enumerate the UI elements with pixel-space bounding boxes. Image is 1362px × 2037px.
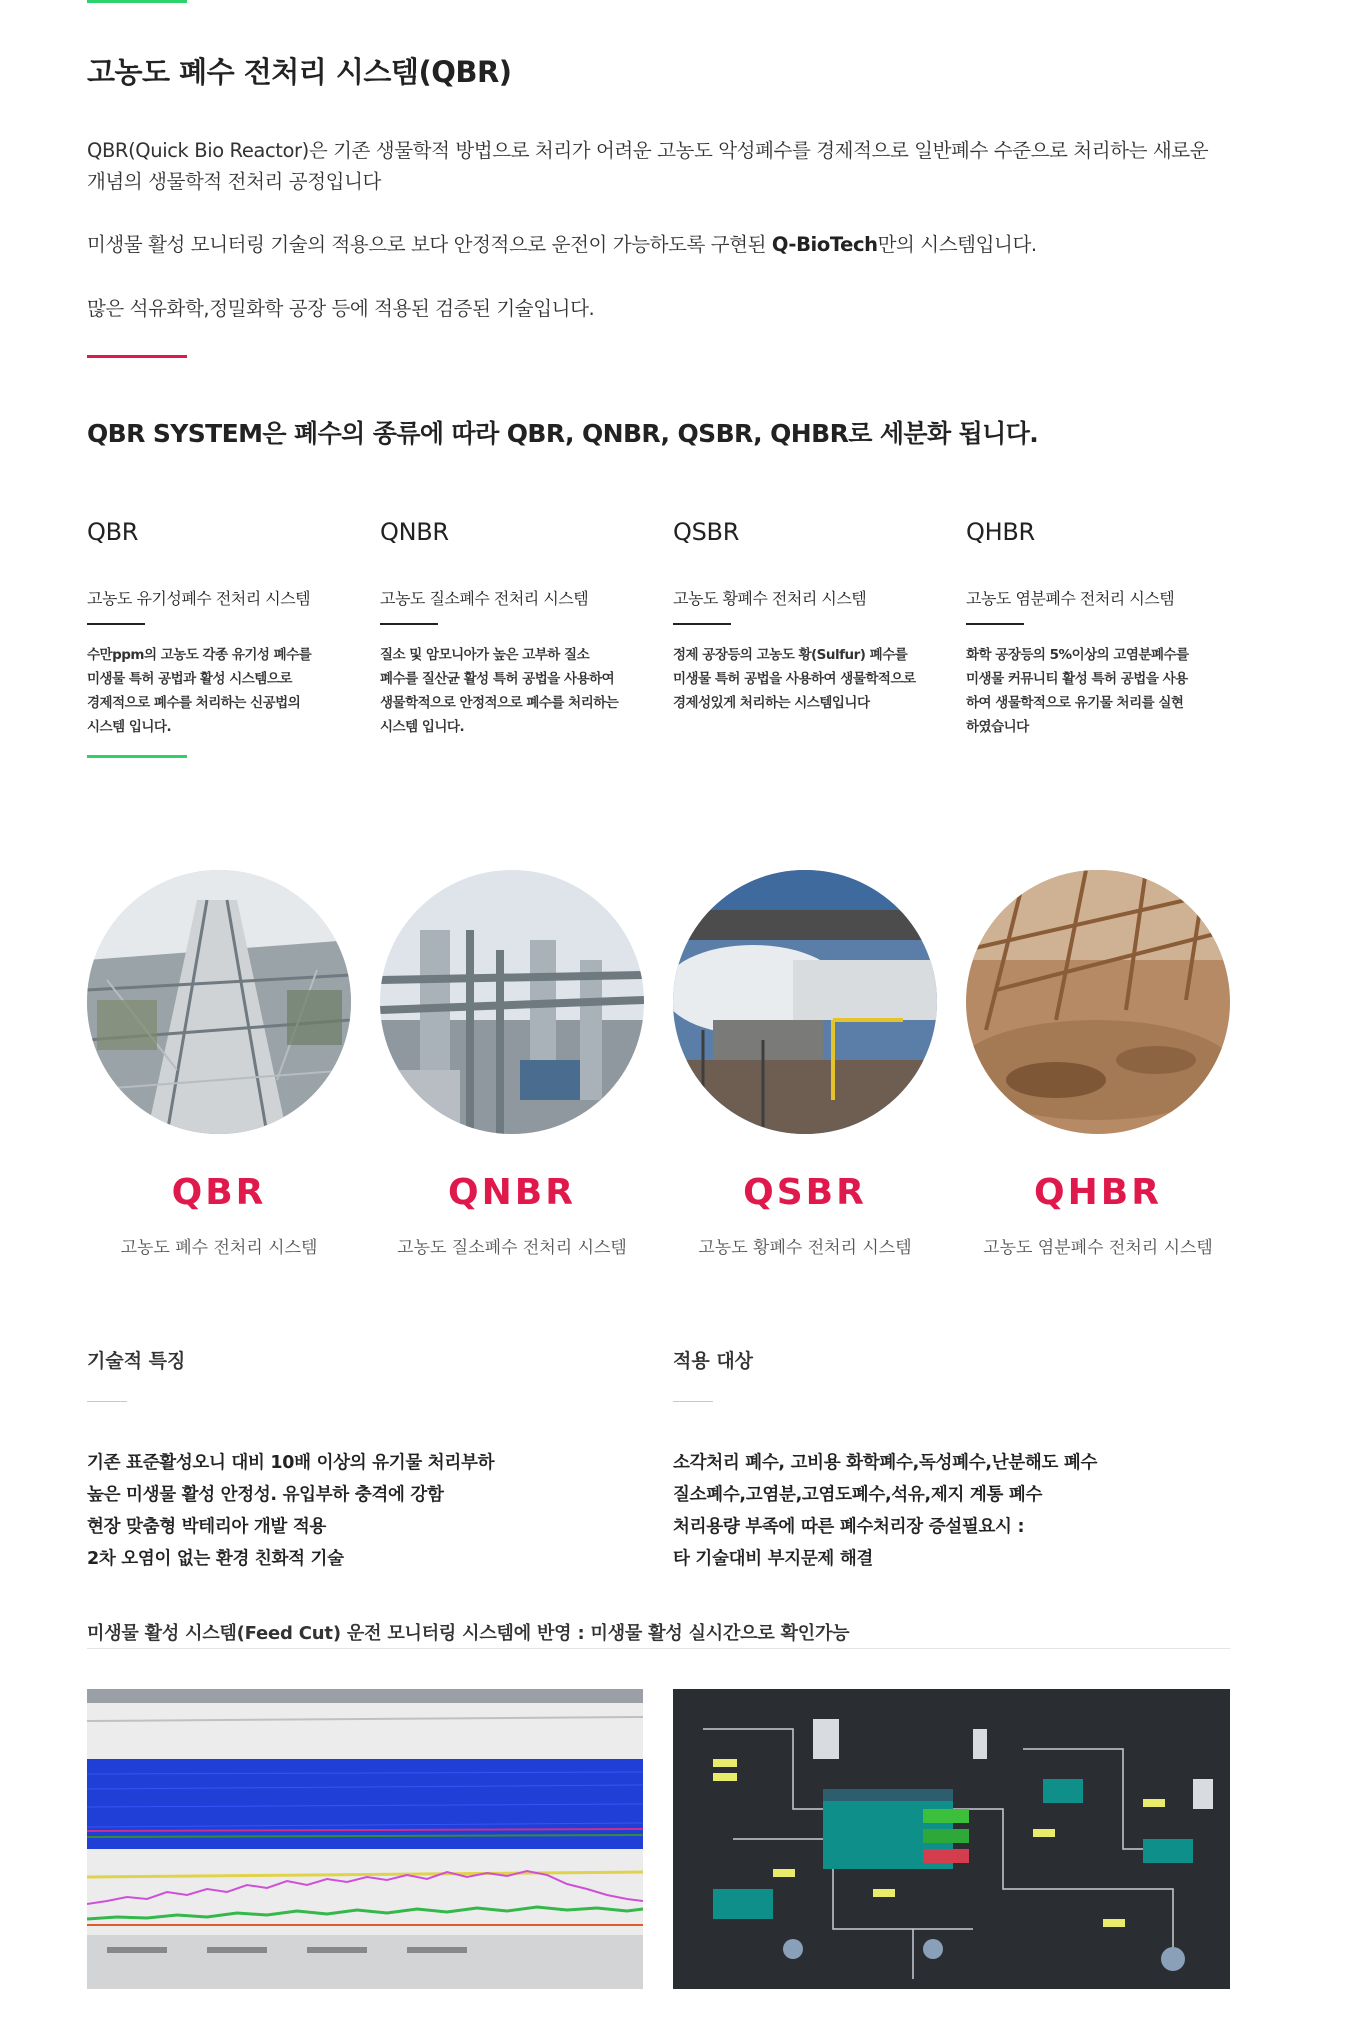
- features-divider: [87, 1401, 127, 1402]
- system-subtitle: 고농도 유기성폐수 전처리 시스템: [87, 589, 311, 608]
- system-heading: QBR SYSTEM은 폐수의 종류에 따라 QBR, QNBR, QSBR, QHBR로 세분화 됩니다.: [87, 419, 1039, 448]
- list-item: 기존 표준활성오니 대비 10배 이상의 유기물 처리부하: [87, 1453, 495, 1473]
- card-title-qnbr: QNBR: [448, 1172, 576, 1213]
- monitoring-title: 미생물 활성 시스템(Feed Cut) 운전 모니터링 시스템에 반영 : 미생물 활성 실시간으로 확인가능: [87, 1623, 850, 1644]
- photo-qsbr-plant: [673, 870, 937, 1134]
- list-item: 현장 맞춤형 박테리아 개발 적용: [87, 1517, 327, 1537]
- columns-end-rule: [87, 755, 187, 758]
- system-column-qbr: [87, 518, 377, 739]
- page-title: 고농도 폐수 전처리 시스템(QBR): [87, 55, 512, 89]
- card-subtitle-qbr: 고농도 폐수 전처리 시스템: [120, 1238, 318, 1258]
- system-subtitle: 고농도 염분폐수 전처리 시스템: [966, 589, 1175, 608]
- targets-divider: [673, 1401, 713, 1402]
- card-subtitle-qsbr: 고농도 황폐수 전처리 시스템: [698, 1238, 912, 1258]
- list-item: 질소폐수,고염분,고염도폐수,석유,제지 계통 폐수: [673, 1485, 1043, 1505]
- card-title-qhbr: QHBR: [1034, 1172, 1162, 1213]
- section-divider: [87, 355, 187, 358]
- system-code: QHBR: [966, 518, 1035, 546]
- targets-list: [673, 1447, 1253, 1575]
- system-subtitle: 고농도 황폐수 전처리 시스템: [673, 589, 867, 608]
- top-accent-rule: [87, 0, 187, 3]
- system-column-qsbr: [673, 518, 963, 715]
- monitoring-scada-screen: [673, 1689, 1230, 1989]
- system-code: QBR: [87, 518, 139, 546]
- targets-title: 적용 대상: [673, 1350, 754, 1372]
- intro-paragraph-3: 많은 석유화학,정밀화학 공장 등에 적용된 검증된 기술입니다.: [87, 297, 595, 320]
- intro-paragraph-1: QBR(Quick Bio Reactor)은 기존 생물학적 방법으로 처리가 어려운 고농도 악성폐수를 경제적으로 일반폐수 수준으로 처리하는 새로운 개념의 생물학적 전처리 공정입니다: [87, 139, 1209, 193]
- column-divider: [966, 623, 1024, 625]
- features-title: 기술적 특징: [87, 1350, 186, 1372]
- system-description: 정제 공장등의 고농도 황(Sulfur) 폐수를 미생물 특허 공법을 사용하여 생물학적으로 경제성있게 처리하는 시스템입니다: [673, 647, 916, 711]
- intro-paragraph-2: 미생물 활성 모니터링 기술의 적용으로 보다 안정적으로 운전이 가능하도록 구현된 Q-BioTech만의 시스템입니다.: [87, 233, 1037, 256]
- list-item: 높은 미생물 활성 안정성. 유입부하 충격에 강함: [87, 1485, 444, 1505]
- list-item: 2차 오염이 없는 환경 친화적 기술: [87, 1549, 344, 1569]
- photo-qnbr-plant: [380, 870, 644, 1134]
- monitoring-trend-screen: [87, 1689, 643, 1989]
- list-item: 소각처리 폐수, 고비용 화학폐수,독성폐수,난분해도 폐수: [673, 1453, 1098, 1473]
- monitoring-divider: [87, 1648, 1230, 1649]
- system-description: 질소 및 암모니아가 높은 고부하 질소 폐수를 질산균 활성 특허 공법을 사용하여 생물학적으로 안정적으로 폐수를 처리하는 시스템 입니다.: [380, 647, 619, 735]
- card-subtitle-qhbr: 고농도 염분폐수 전처리 시스템: [983, 1238, 1213, 1258]
- system-code: QSBR: [673, 518, 740, 546]
- features-list: [87, 1447, 647, 1575]
- column-divider: [673, 623, 731, 625]
- photo-qbr-plant: [87, 870, 351, 1134]
- column-divider: [380, 623, 438, 625]
- system-column-qhbr: [966, 518, 1256, 739]
- card-subtitle-qnbr: 고농도 질소폐수 전처리 시스템: [397, 1238, 627, 1258]
- photo-qhbr-plant: [966, 870, 1230, 1134]
- system-subtitle: 고농도 질소폐수 전처리 시스템: [380, 589, 589, 608]
- system-code: QNBR: [380, 518, 449, 546]
- system-description: 화학 공장등의 5%이상의 고염분폐수를 미생물 커뮤니티 활성 특허 공법을 사용 하여 생물학적으로 유기물 처리를 실현 하였습니다: [966, 647, 1189, 735]
- system-description: 수만ppm의 고농도 각종 유기성 폐수를 미생물 특허 공법과 활성 시스템으로 경제적으로 폐수를 처리하는 신공법의 시스템 입니다.: [87, 647, 312, 735]
- list-item: 처리용량 부족에 따른 폐수처리장 증설필요시 :: [673, 1517, 1025, 1537]
- brand-name: Q-BioTech: [771, 233, 878, 256]
- system-column-qnbr: [380, 518, 670, 739]
- card-title-qsbr: QSBR: [743, 1172, 867, 1213]
- list-item: 타 기술대비 부지문제 해결: [673, 1549, 874, 1569]
- column-divider: [87, 623, 145, 625]
- card-title-qbr: QBR: [171, 1172, 267, 1213]
